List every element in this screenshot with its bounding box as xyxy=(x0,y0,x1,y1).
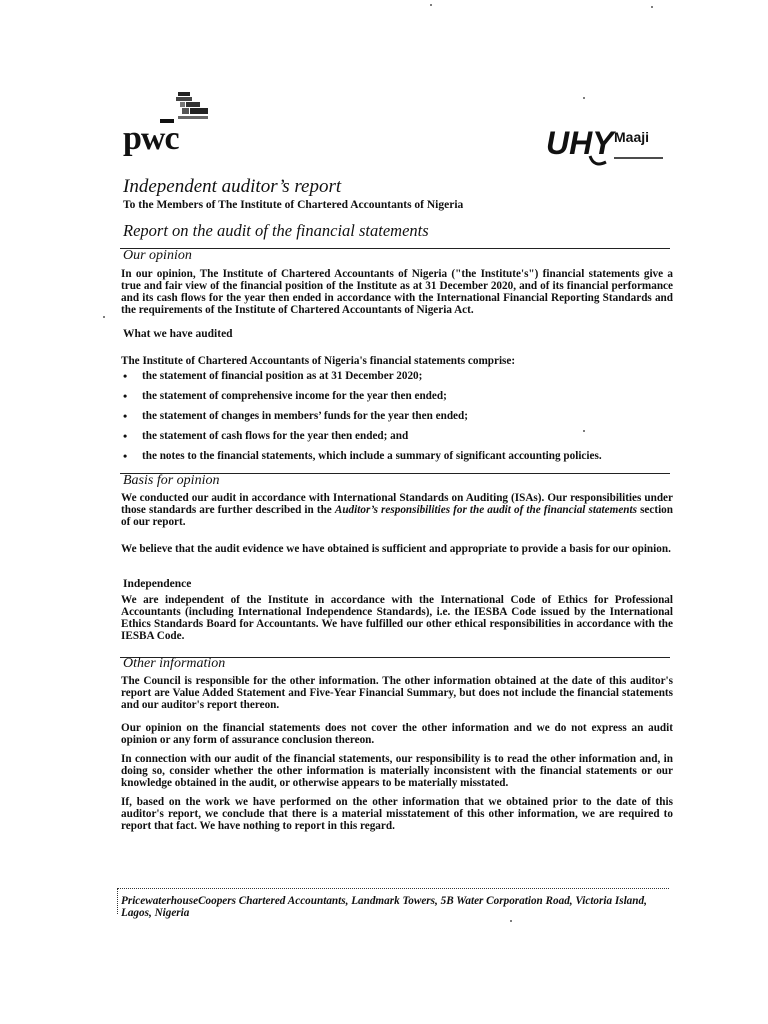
scan-speck xyxy=(583,430,585,432)
other-info-paragraph-1: The Council is responsible for the other information. The other information obtained at the date of this auditor's report are Value Added Statement and Five-Year Financial Summary, but does not include the financial statements and our auditor's report thereon. xyxy=(121,675,673,711)
list-item: • the statement of financial position as at 31 December 2020; xyxy=(121,370,673,390)
scan-speck xyxy=(103,316,105,318)
basis-heading: Basis for opinion xyxy=(123,473,220,488)
other-info-paragraph-3: In connection with our audit of the financial statements, our responsibility is to read the other information and, in doing so, consider whether the other information is materially inconsistent with the financial statements or our knowledge obtained in the audit, or otherwise appears to be materially misstated. xyxy=(121,753,673,789)
svg-text:UHY: UHY xyxy=(546,125,614,161)
list-item: • the statement of changes in members’ funds for the year then ended; xyxy=(121,410,673,430)
scan-speck xyxy=(430,4,432,6)
section-divider xyxy=(120,248,670,249)
scan-speck xyxy=(651,6,653,8)
other-information-heading: Other information xyxy=(123,656,226,671)
report-title: Independent auditor’s report xyxy=(123,176,342,197)
pwc-logo-wordmark: pwc xyxy=(123,120,179,157)
footer-divider xyxy=(117,888,669,889)
list-item: • the statement of cash flows for the year then ended; and xyxy=(121,430,673,450)
comprise-paragraph: The Institute of Chartered Accountants of Nigeria's financial statements comprise: xyxy=(121,355,516,367)
independence-heading: Independence xyxy=(123,578,192,590)
addressee-line: To the Members of The Institute of Chartered Accountants of Nigeria xyxy=(123,199,464,211)
scan-speck xyxy=(510,920,512,922)
other-info-paragraph-2: Our opinion on the financial statements does not cover the other information and we do not express an audit opinion or any form of assurance conclusion thereon. xyxy=(121,722,673,746)
independence-paragraph: We are independent of the Institute in accordance with the International Code of Ethics for Professional Accountants (including International Independence Standards), i.e. the IESBA Code issued by the International Ethics Standards Board for Accountants. We have fulfilled our other ethical responsibilities in accordance with the IESBA Code. xyxy=(121,594,673,642)
audited-items-list xyxy=(121,370,673,470)
opinion-paragraph: In our opinion, The Institute of Chartered Accountants of Nigeria ("the Institute's") financial statements give a true and fair view of the financial position of the Institute as at 31 December 2020, and of its financial performance and its cash flows for the year then ended in accordance with the International Financial Reporting Standards and the requirements of the Institute of Chartered Accountants of Nigeria Act. xyxy=(121,268,673,316)
uhy-maaji-logo xyxy=(546,124,666,172)
list-item: • the statement of comprehensive income for the year then ended; xyxy=(121,390,673,410)
what-audited-heading: What we have audited xyxy=(123,328,233,340)
scan-speck xyxy=(583,97,585,99)
evidence-paragraph: We believe that the audit evidence we have obtained is sufficient and appropriate to provide a basis for our opinion. xyxy=(121,543,671,555)
section-title: Report on the audit of the financial statements xyxy=(123,221,429,240)
basis-paragraph: We conducted our audit in accordance with International Standards on Auditing (ISAs). Our responsibilities under those standards are further described in the Auditor’s responsibilities for the audit of the financial statements section of our report. xyxy=(121,492,674,528)
firm-address-footer: PricewaterhouseCoopers Chartered Accountants, Landmark Towers, 5B Water Corporation Road, Victoria Island, Lagos, Nigeria xyxy=(121,895,647,919)
footer-divider-edge xyxy=(117,888,118,914)
list-item: • the notes to the financial statements, which include a summary of significant accounting policies. xyxy=(121,450,673,470)
italic-reference: Auditor’s responsibilities for the audit of the financial statements xyxy=(334,504,637,516)
other-info-paragraph-4: If, based on the work we have performed on the other information that we obtained prior to the date of this auditor's report, we conclude that there is a material misstatement of this other information, we are required to report that fact. We have nothing to report in this regard. xyxy=(121,796,673,832)
our-opinion-heading: Our opinion xyxy=(123,248,192,263)
svg-text:Maaji: Maaji xyxy=(614,129,650,145)
